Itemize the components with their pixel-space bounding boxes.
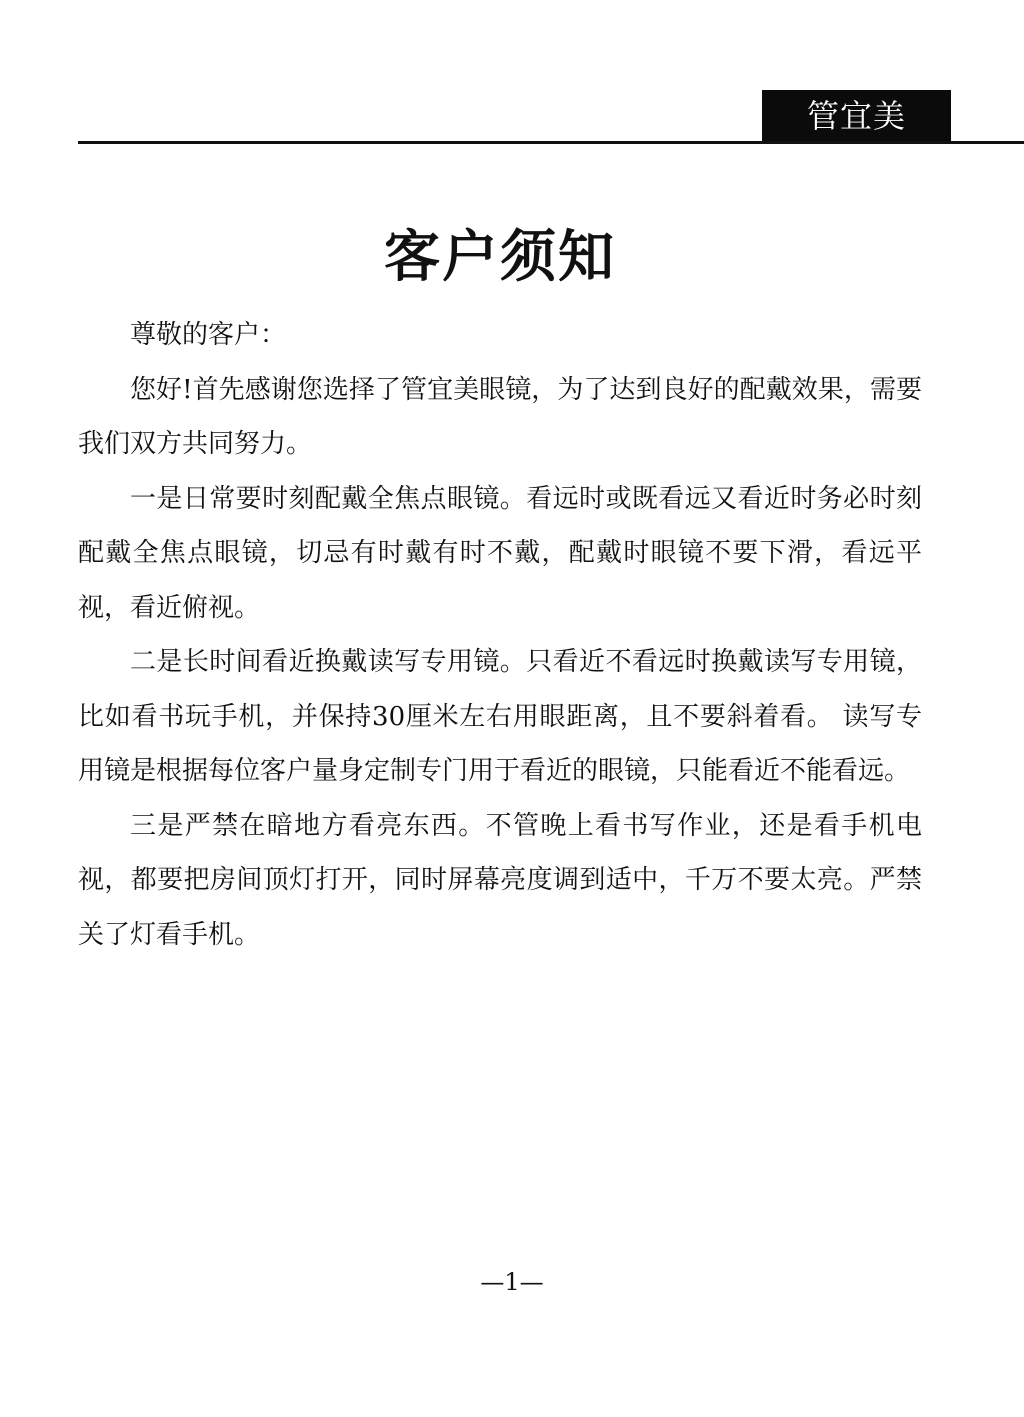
header-rule	[78, 141, 1024, 144]
greeting: 尊敬的客户：	[130, 320, 287, 350]
paragraph-intro: 您好!首先感谢您选择了管宜美眼镜，为了达到良好的配戴效果，需要我们双方共同努力。	[78, 374, 922, 459]
notice-body	[78, 308, 922, 962]
brand-tab: 管宜美	[762, 90, 951, 142]
paragraph-rule-two: 二是长时间看近换戴读写专用镜。只看近不看远时换戴读写专用镜，比如看书玩手机，并保持30厘米左右用眼距离，且不要斜着看。 读写专用镜是根据每位客户量身定制专门用于看近的眼镜，只能看近不能看远。	[78, 647, 922, 786]
paragraph-rule-three: 三是严禁在暗地方看亮东西。不管晚上看书写作业，还是看手机电视，都要把房间顶灯打开，同时屏幕亮度调到适中，千万不要太亮。严禁关了灯看手机。	[78, 810, 922, 950]
paragraph-rule-one: 一是日常要时刻配戴全焦点眼镜。看远时或既看远又看近时务必时刻配戴全焦点眼镜，切忌有时戴有时不戴，配戴时眼镜不要下滑，看远平视，看近俯视。	[78, 483, 922, 623]
page-number: —1—	[480, 1268, 544, 1296]
page-title: 客户须知	[384, 225, 616, 290]
